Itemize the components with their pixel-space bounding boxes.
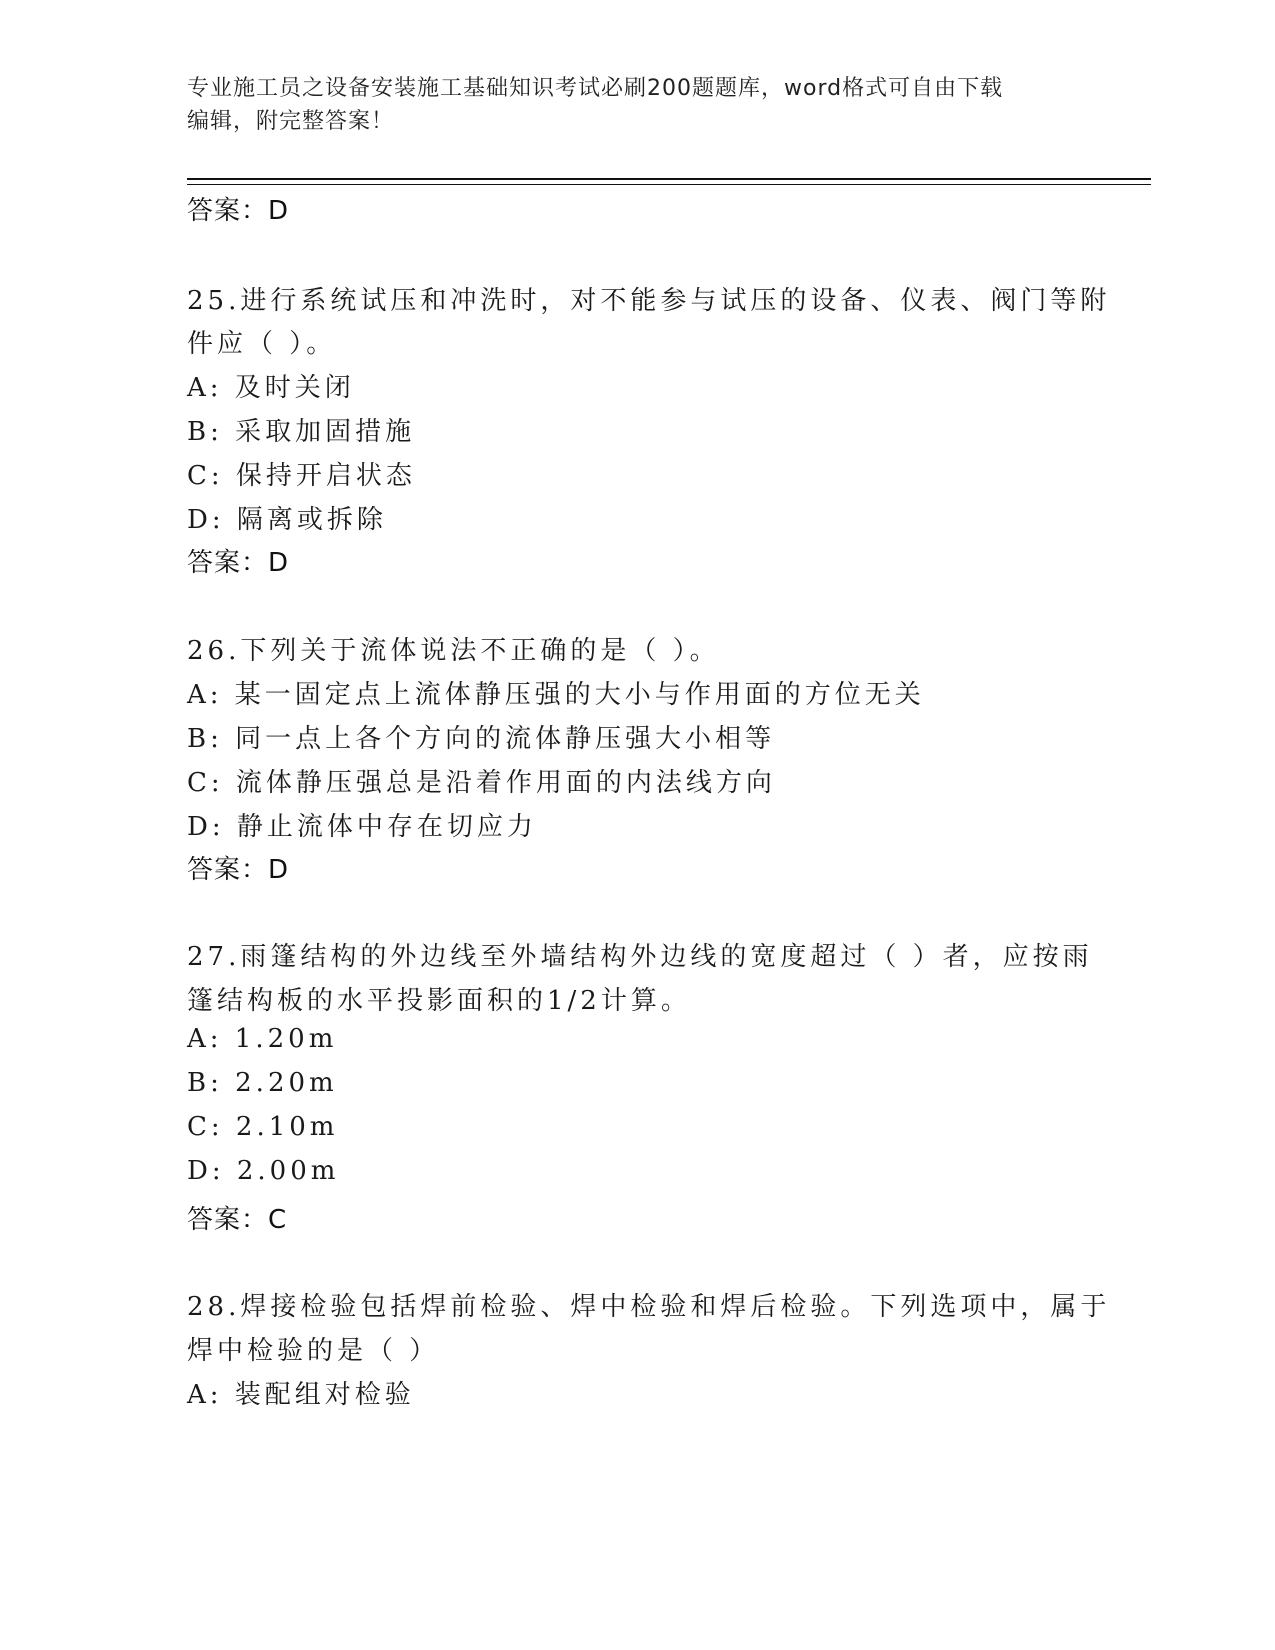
- q27-option-c: C: 2.10m: [187, 1112, 339, 1142]
- q27-option-b: B: 2.20m: [187, 1068, 338, 1098]
- q26-option-a: A: 某一固定点上流体静压强的大小与作用面的方位无关: [187, 680, 925, 710]
- q25-stem-line-1: 25.进行系统试压和冲洗时，对不能参与试压的设备、仪表、阀门等附: [187, 286, 1111, 316]
- q27-answer: 答案：C: [187, 1205, 288, 1235]
- q26-stem-line-1: 26.下列关于流体说法不正确的是（ ）。: [187, 636, 720, 666]
- q28-option-a: A: 装配组对检验: [187, 1380, 415, 1410]
- q28-stem-line-2: 焊中检验的是（ ）: [187, 1336, 440, 1366]
- q27-option-a: A: 1.20m: [187, 1024, 338, 1054]
- q27-stem-line-2: 篷结构板的水平投影面积的1/2计算。: [187, 986, 691, 1016]
- q25-option-d: D: 隔离或拆除: [187, 505, 387, 535]
- q26-option-d: D: 静止流体中存在切应力: [187, 812, 537, 842]
- q25-option-c: C: 保持开启状态: [187, 461, 416, 491]
- header-divider-thick: [187, 178, 1151, 180]
- q28-stem-line-1: 28.焊接检验包括焊前检验、焊中检验和焊后检验。下列选项中，属于: [187, 1292, 1111, 1322]
- header-title-line-2: 编辑，附完整答案！: [187, 109, 395, 134]
- q25-option-a: A: 及时关闭: [187, 373, 355, 403]
- header-divider-thin: [187, 184, 1151, 185]
- q25-answer: 答案：D: [187, 548, 290, 578]
- document-header: [187, 72, 1067, 138]
- q26-answer: 答案：D: [187, 855, 290, 885]
- q25-option-b: B: 采取加固措施: [187, 417, 416, 447]
- q27-stem-line-1: 27.雨篷结构的外边线至外墙结构外边线的宽度超过（ ）者，应按雨: [187, 942, 1093, 972]
- q25-stem-line-2: 件应（ ）。: [187, 329, 337, 359]
- q27-option-d: D: 2.00m: [187, 1156, 340, 1186]
- header-title-line-1: 专业施工员之设备安装施工基础知识考试必刷200题题库，word格式可自由下载: [187, 76, 1004, 101]
- q26-option-c: C: 流体静压强总是沿着作用面的内法线方向: [187, 768, 776, 798]
- answer-previous: 答案：D: [187, 196, 290, 226]
- q26-option-b: B: 同一点上各个方向的流体静压强大小相等: [187, 724, 776, 754]
